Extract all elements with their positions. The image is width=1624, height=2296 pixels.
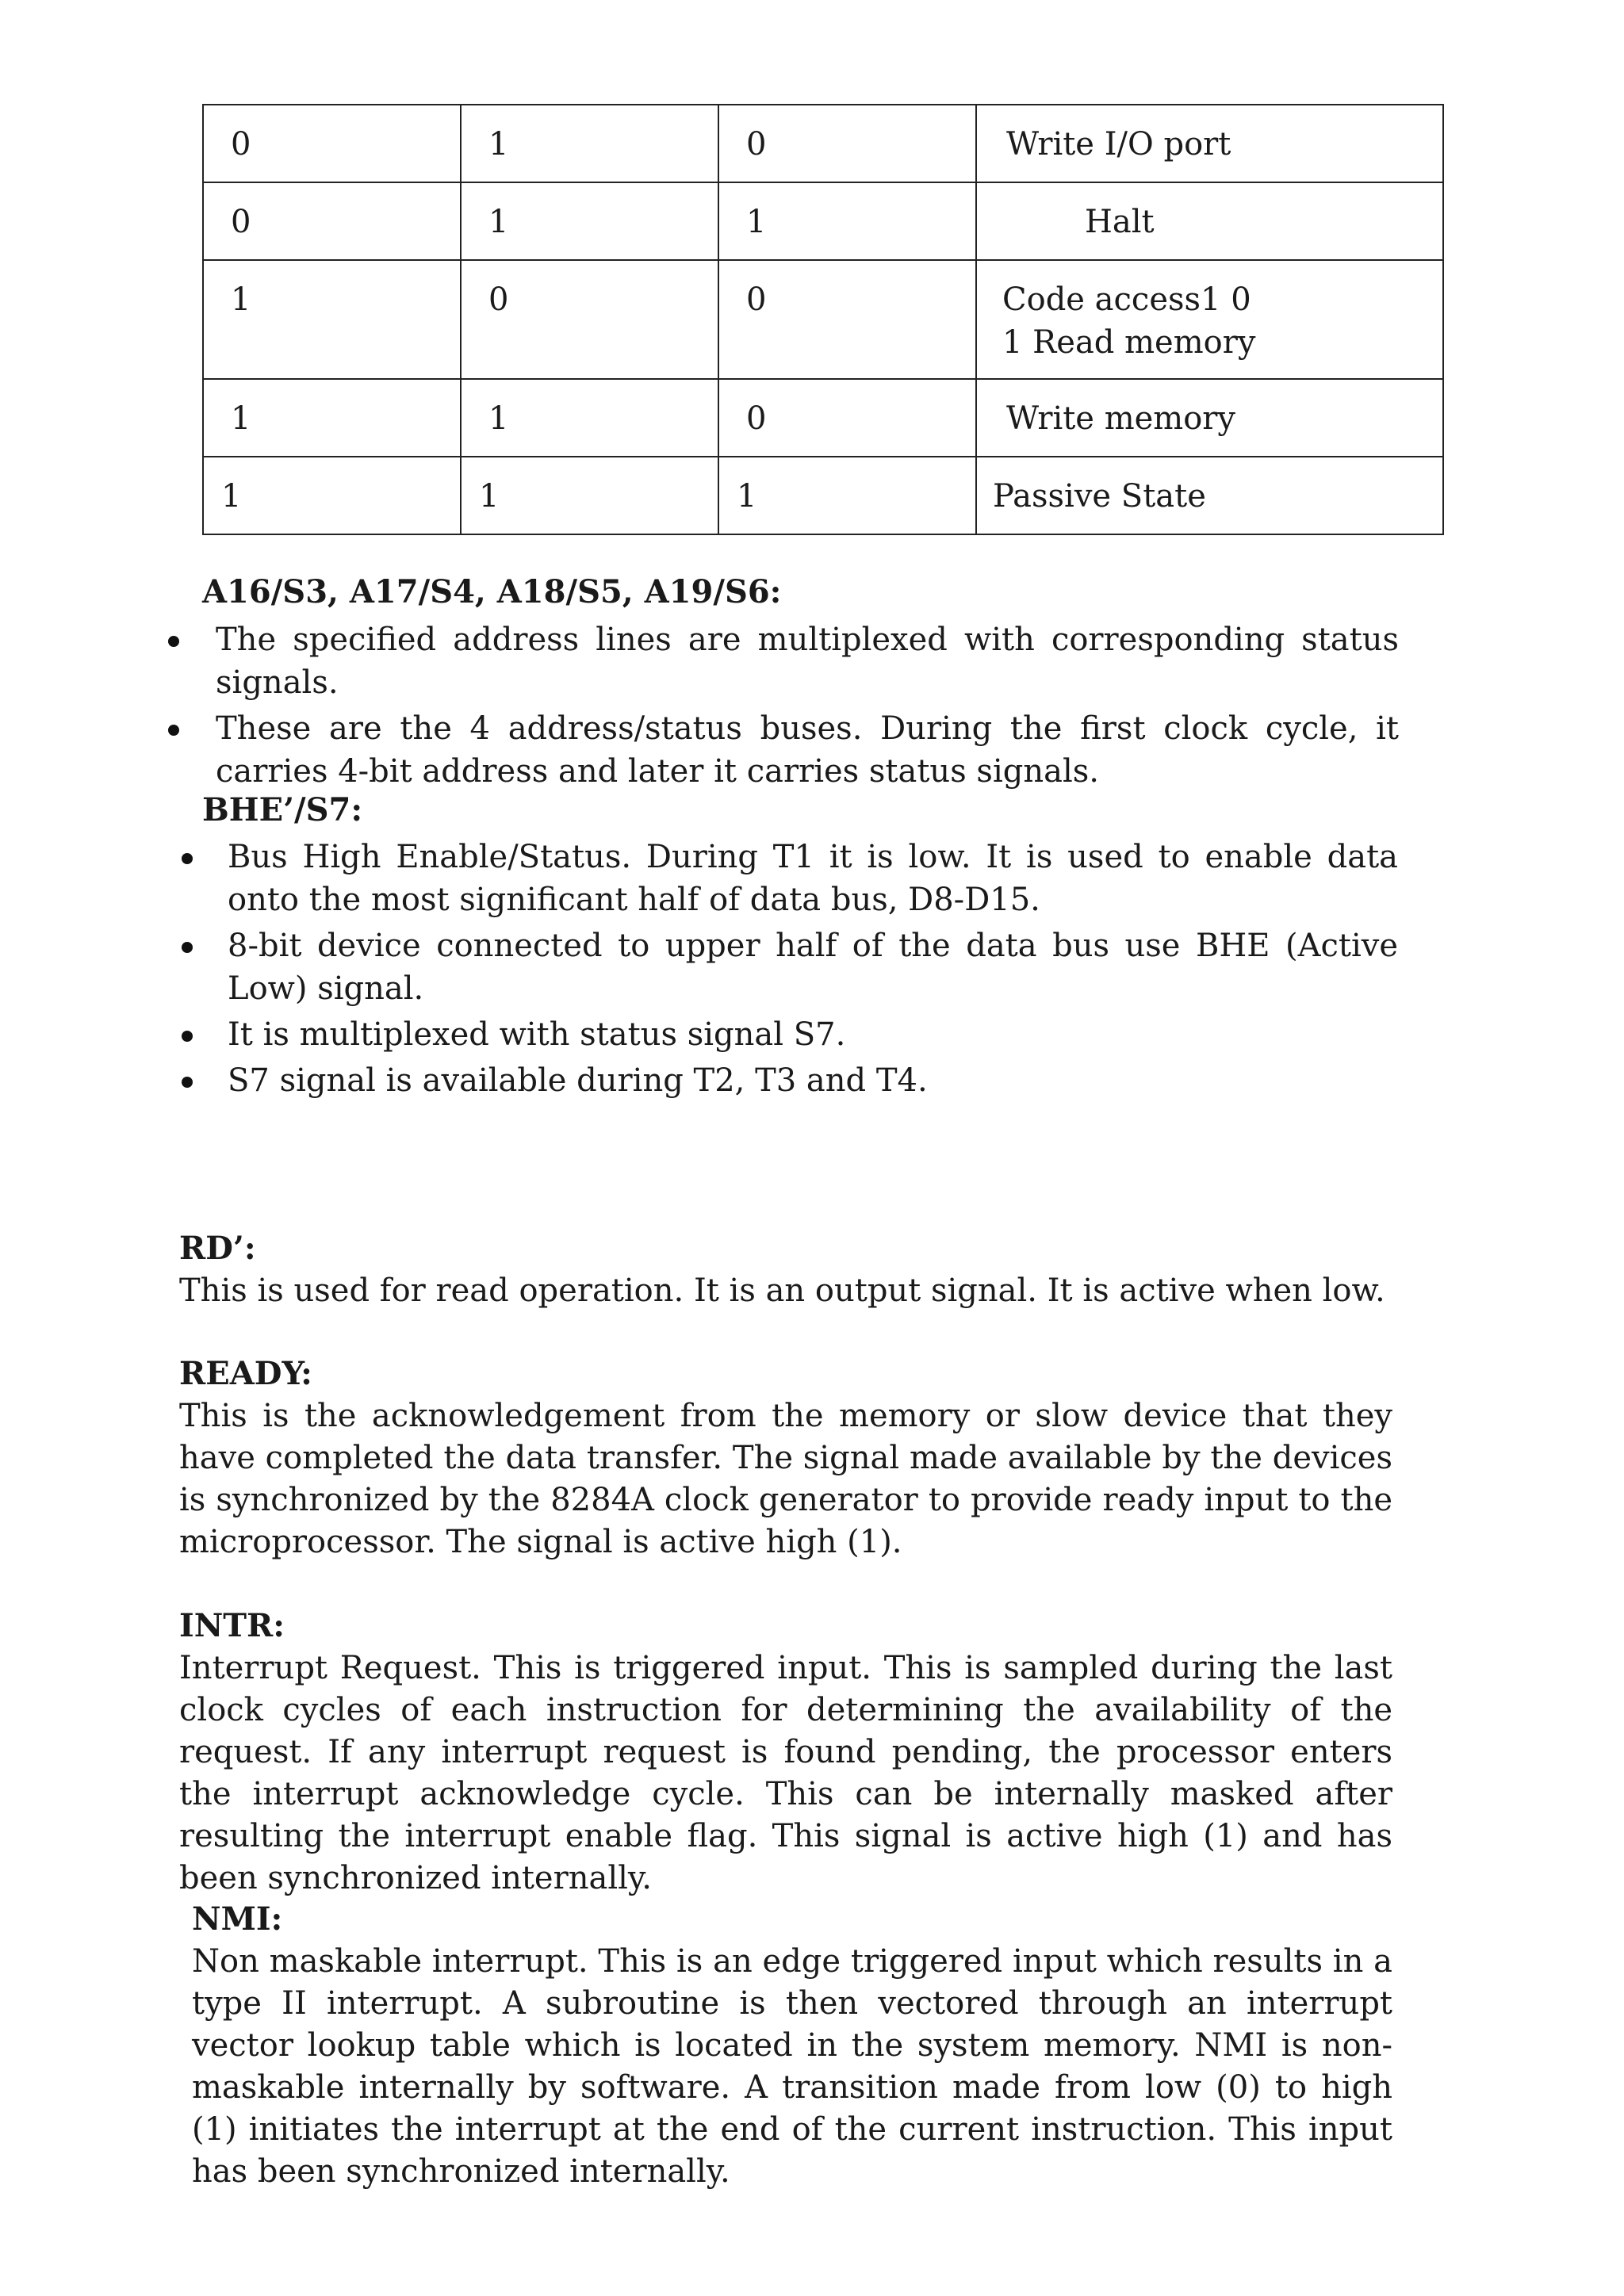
table-cell-bit: 0 (718, 379, 976, 457)
section-heading: A16/S3, A17/S4, A18/S5, A19/S6: (202, 573, 782, 610)
table-cell-bit: 0 (718, 105, 976, 182)
status-table (202, 104, 1444, 535)
table-cell-bit: 0 (203, 105, 461, 182)
section-paragraph: This is used for read operation. It is an output signal. It is active when low. (179, 1272, 1385, 1309)
list-item-text: These are the 4 address/status buses. During the first clock cycle, it carries 4-bit address and later it carries status signals. (216, 710, 1399, 790)
bullet-icon (182, 1077, 193, 1088)
table-cell-bit: 0 (718, 260, 976, 379)
table-cell-bit: 1 (203, 260, 461, 379)
table-row (203, 105, 1443, 182)
description-line: 1 Read memory (1002, 324, 1256, 361)
table-row (203, 182, 1443, 260)
table-cell-bit: 1 (461, 457, 718, 534)
section-paragraph: This is the acknowledgement from the memory or slow device that they have completed the data transfer. The signal made available by the devices is synchronized by the 8284A clock generator to provide ready input to the microprocessor. The signal is active high (1). (179, 1398, 1392, 1560)
list-item-text: 8-bit device connected to upper half of the data bus use BHE (Active Low) signal. (228, 928, 1398, 1007)
bullet-list (216, 618, 1399, 796)
bullet-icon (182, 1031, 193, 1042)
list-item-text: S7 signal is available during T2, T3 and T4. (228, 1062, 928, 1099)
table-cell-bit: 0 (461, 260, 718, 379)
section-paragraph: Non maskable interrupt. This is an edge triggered input which results in a type II interrupt. A subroutine is then vectored through an interrupt vector lookup table which is located in the system memory. NMI is non-maskable internally by software. A transition made from low (0) to high (1) initiates the interrupt at the end of the current instruction. This input has been synchronized internally. (192, 1943, 1392, 2190)
bullet-list (228, 836, 1398, 1105)
table-cell-bit: 1 (203, 457, 461, 534)
description-line: Code access1 0 (1002, 281, 1251, 318)
table-row (203, 457, 1443, 534)
section-heading: NMI: (192, 1900, 283, 1938)
list-item (228, 1013, 1398, 1056)
table-cell-bit: 0 (203, 182, 461, 260)
table-cell-description (976, 379, 1443, 457)
section-heading: RD’: (179, 1230, 256, 1267)
list-item-text: The specified address lines are multiplexed with corresponding status signals. (216, 622, 1399, 701)
description-line: Write memory (1006, 400, 1236, 437)
table-cell-bit: 1 (718, 182, 976, 260)
description-line: Write I/O port (1006, 126, 1231, 163)
table-cell-description (976, 457, 1443, 534)
table-cell-description (976, 260, 1443, 379)
table-cell-bit: 1 (461, 182, 718, 260)
section-heading: INTR: (179, 1607, 285, 1644)
table-row (203, 260, 1443, 379)
table-cell-bit: 1 (461, 105, 718, 182)
list-item (216, 707, 1399, 793)
list-item (228, 924, 1398, 1010)
list-item (228, 836, 1398, 921)
table-cell-bit: 1 (461, 379, 718, 457)
table-row (203, 379, 1443, 457)
section-paragraph: Interrupt Request. This is triggered input. This is sampled during the last clock cycles of each instruction for determining the availability of the request. If any interrupt request is found pending, the processor enters the interrupt acknowledge cycle. This can be internally masked after resulting the interrupt enable flag. This signal is active high (1) and has been synchronized internally. (179, 1650, 1392, 1896)
bullet-icon (182, 942, 193, 953)
table-cell-bit: 1 (718, 457, 976, 534)
section-heading: READY: (179, 1355, 312, 1392)
list-item-text: It is multiplexed with status signal S7. (228, 1016, 846, 1053)
table-cell-description (976, 105, 1443, 182)
bullet-icon (168, 725, 179, 736)
list-item (216, 618, 1399, 704)
bullet-icon (168, 636, 179, 647)
list-item-text: Bus High Enable/Status. During T1 it is low. It is used to enable data onto the most significant half of data bus, D8-D15. (228, 839, 1398, 918)
table-cell-description (976, 182, 1443, 260)
description-line: Halt (1085, 204, 1155, 240)
table-cell-bit: 1 (203, 379, 461, 457)
list-item (228, 1059, 1398, 1102)
description-line: Passive State (993, 478, 1206, 515)
bullet-icon (182, 853, 193, 864)
section-heading: BHE’/S7: (202, 791, 363, 828)
